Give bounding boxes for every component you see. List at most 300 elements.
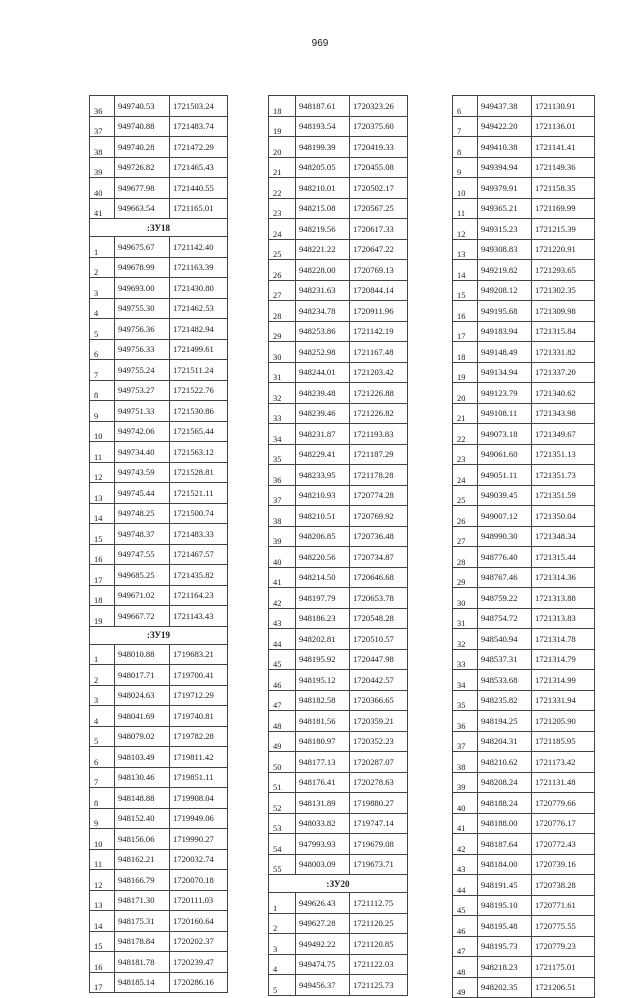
point-number: 39 xyxy=(90,157,115,178)
table-row xyxy=(90,198,228,219)
x-coordinate: 949667.72 xyxy=(115,606,170,627)
x-coordinate: 948205.05 xyxy=(296,157,350,178)
x-coordinate: 948231.87 xyxy=(296,424,350,445)
y-coordinate: 1721315.84 xyxy=(532,321,595,342)
coordinates-column-right xyxy=(452,95,595,998)
point-number: 18 xyxy=(90,585,115,606)
y-coordinate: 1719673.71 xyxy=(350,854,408,875)
x-coordinate: 948754.72 xyxy=(478,608,532,629)
point-number: 24 xyxy=(269,219,296,240)
table-row xyxy=(453,362,595,383)
y-coordinate: 1721340.62 xyxy=(532,383,595,404)
y-coordinate: 1720442.57 xyxy=(350,670,408,691)
table-row xyxy=(269,547,408,568)
y-coordinate: 1719712.29 xyxy=(170,685,228,706)
point-number: 49 xyxy=(269,731,296,752)
table-row xyxy=(90,360,228,381)
x-coordinate: 948185.14 xyxy=(115,972,170,993)
table-row xyxy=(453,670,595,691)
y-coordinate: 1721309.98 xyxy=(532,301,595,322)
table-row xyxy=(90,665,228,686)
x-coordinate: 949755.30 xyxy=(115,298,170,319)
x-coordinate: 949745.44 xyxy=(115,483,170,504)
x-coordinate: 949753.27 xyxy=(115,380,170,401)
y-coordinate: 1720738.28 xyxy=(532,875,595,896)
x-coordinate: 948221.22 xyxy=(296,239,350,260)
table-row xyxy=(269,96,408,117)
y-coordinate: 1720775.55 xyxy=(532,916,595,937)
table-row xyxy=(90,788,228,809)
point-number: 6 xyxy=(90,747,115,768)
x-coordinate: 948182.58 xyxy=(296,690,350,711)
x-coordinate: 948181.78 xyxy=(115,952,170,973)
point-number: 14 xyxy=(453,260,478,281)
point-number: 10 xyxy=(90,829,115,850)
table-row xyxy=(269,834,408,855)
table-row xyxy=(269,711,408,732)
point-number: 13 xyxy=(90,483,115,504)
x-coordinate: 948079.02 xyxy=(115,726,170,747)
point-number: 40 xyxy=(269,547,296,568)
point-number: 41 xyxy=(90,198,115,219)
x-coordinate: 948195.10 xyxy=(478,895,532,916)
table-row xyxy=(453,260,595,281)
y-coordinate: 1721120.85 xyxy=(350,934,408,955)
x-coordinate: 949456.37 xyxy=(296,975,350,996)
x-coordinate: 948239.46 xyxy=(296,403,350,424)
point-number: 4 xyxy=(90,298,115,319)
table-row xyxy=(453,649,595,670)
table-row xyxy=(453,465,595,486)
x-coordinate: 949663.54 xyxy=(115,198,170,219)
x-coordinate: 949123.79 xyxy=(478,383,532,404)
x-coordinate: 948234.78 xyxy=(296,301,350,322)
point-number: 33 xyxy=(269,403,296,424)
y-coordinate: 1719700.41 xyxy=(170,665,228,686)
point-number: 32 xyxy=(453,629,478,650)
x-coordinate: 948202.35 xyxy=(478,977,532,998)
point-number: 3 xyxy=(90,685,115,706)
x-coordinate: 948233.95 xyxy=(296,465,350,486)
x-coordinate: 949208.12 xyxy=(478,280,532,301)
table-row xyxy=(269,424,408,445)
y-coordinate: 1721185.95 xyxy=(532,731,595,752)
table-row xyxy=(90,606,228,627)
point-number: 37 xyxy=(269,485,296,506)
point-number: 2 xyxy=(90,665,115,686)
x-coordinate: 949394.94 xyxy=(478,157,532,178)
y-coordinate: 1721522.76 xyxy=(170,380,228,401)
table-row xyxy=(269,403,408,424)
x-coordinate: 948187.61 xyxy=(296,96,350,117)
y-coordinate: 1721435.82 xyxy=(170,565,228,586)
x-coordinate: 949678.99 xyxy=(115,257,170,278)
point-number: 55 xyxy=(269,854,296,875)
x-coordinate: 949051.11 xyxy=(478,465,532,486)
y-coordinate: 1721302.35 xyxy=(532,280,595,301)
table-row xyxy=(453,526,595,547)
y-coordinate: 1721122.03 xyxy=(350,954,408,975)
table-row xyxy=(90,278,228,299)
point-number: 39 xyxy=(269,526,296,547)
x-coordinate: 948156.06 xyxy=(115,829,170,850)
y-coordinate: 1721220.91 xyxy=(532,239,595,260)
section-title-row xyxy=(90,626,228,644)
y-coordinate: 1719990.27 xyxy=(170,829,228,850)
point-number: 2 xyxy=(90,257,115,278)
point-number: 30 xyxy=(453,588,478,609)
x-coordinate: 949379.91 xyxy=(478,178,532,199)
point-number: 43 xyxy=(453,854,478,875)
point-number: 17 xyxy=(90,565,115,586)
y-coordinate: 1721331.94 xyxy=(532,690,595,711)
point-number: 20 xyxy=(453,383,478,404)
x-coordinate: 948252.98 xyxy=(296,342,350,363)
x-coordinate: 949422.20 xyxy=(478,116,532,137)
y-coordinate: 1719679.08 xyxy=(350,834,408,855)
table-row xyxy=(90,442,228,463)
point-number: 5 xyxy=(90,319,115,340)
y-coordinate: 1720160.64 xyxy=(170,911,228,932)
y-coordinate: 1720769.13 xyxy=(350,260,408,281)
point-number: 5 xyxy=(269,975,296,996)
y-coordinate: 1721314.36 xyxy=(532,567,595,588)
y-coordinate: 1719747.14 xyxy=(350,813,408,834)
table-row xyxy=(269,731,408,752)
y-coordinate: 1721125.73 xyxy=(350,975,408,996)
y-coordinate: 1721149.36 xyxy=(532,157,595,178)
x-coordinate: 949677.98 xyxy=(115,178,170,199)
point-number: 33 xyxy=(453,649,478,670)
table-row xyxy=(269,219,408,240)
point-number: 14 xyxy=(90,911,115,932)
y-coordinate: 1720286.16 xyxy=(170,972,228,993)
point-number: 16 xyxy=(453,301,478,322)
y-coordinate: 1721467.57 xyxy=(170,544,228,565)
y-coordinate: 1720646.68 xyxy=(350,567,408,588)
y-coordinate: 1721203.42 xyxy=(350,362,408,383)
x-coordinate: 948188.00 xyxy=(478,813,532,834)
table-row xyxy=(453,137,595,158)
coordinate-table xyxy=(452,95,595,998)
x-coordinate: 948204.31 xyxy=(478,731,532,752)
x-coordinate: 948231.63 xyxy=(296,280,350,301)
coordinate-table xyxy=(268,95,408,996)
point-number: 51 xyxy=(269,772,296,793)
table-row xyxy=(90,767,228,788)
point-number: 32 xyxy=(269,383,296,404)
point-number: 40 xyxy=(90,178,115,199)
x-coordinate: 948194.25 xyxy=(478,711,532,732)
y-coordinate: 1721511.24 xyxy=(170,360,228,381)
x-coordinate: 948181.56 xyxy=(296,711,350,732)
x-coordinate: 948177.13 xyxy=(296,752,350,773)
table-row xyxy=(453,116,595,137)
y-coordinate: 1721314.78 xyxy=(532,629,595,650)
table-row xyxy=(90,849,228,870)
y-coordinate: 1720734.87 xyxy=(350,547,408,568)
table-row xyxy=(90,401,228,422)
point-number: 3 xyxy=(90,278,115,299)
section-title: :ЗУ20 xyxy=(269,875,408,893)
x-coordinate: 948210.51 xyxy=(296,506,350,527)
table-row xyxy=(453,424,595,445)
x-coordinate: 949039.45 xyxy=(478,485,532,506)
y-coordinate: 1719851.11 xyxy=(170,767,228,788)
table-row xyxy=(269,485,408,506)
y-coordinate: 1720032.74 xyxy=(170,849,228,870)
x-coordinate: 949748.25 xyxy=(115,503,170,524)
y-coordinate: 1721430.80 xyxy=(170,278,228,299)
x-coordinate: 949492.22 xyxy=(296,934,350,955)
x-coordinate: 949756.33 xyxy=(115,339,170,360)
table-row xyxy=(269,975,408,996)
y-coordinate: 1719782.28 xyxy=(170,726,228,747)
table-row xyxy=(453,178,595,199)
y-coordinate: 1721163.39 xyxy=(170,257,228,278)
table-row xyxy=(90,585,228,606)
point-number: 35 xyxy=(453,690,478,711)
y-coordinate: 1720774.28 xyxy=(350,485,408,506)
x-coordinate: 948776.40 xyxy=(478,547,532,568)
x-coordinate: 949195.68 xyxy=(478,301,532,322)
table-row xyxy=(453,834,595,855)
point-number: 41 xyxy=(453,813,478,834)
point-number: 29 xyxy=(269,321,296,342)
section-title-row xyxy=(90,219,228,237)
x-coordinate: 948210.01 xyxy=(296,178,350,199)
point-number: 28 xyxy=(269,301,296,322)
x-coordinate: 948239.48 xyxy=(296,383,350,404)
y-coordinate: 1721130.91 xyxy=(532,96,595,117)
x-coordinate: 949437.38 xyxy=(478,96,532,117)
table-row xyxy=(453,731,595,752)
x-coordinate: 948199.39 xyxy=(296,137,350,158)
point-number: 10 xyxy=(90,421,115,442)
table-row xyxy=(269,137,408,158)
page-number: 969 xyxy=(311,38,329,49)
x-coordinate: 949743.59 xyxy=(115,462,170,483)
table-row xyxy=(453,239,595,260)
point-number: 40 xyxy=(453,793,478,814)
y-coordinate: 1721500.74 xyxy=(170,503,228,524)
x-coordinate: 949756.36 xyxy=(115,319,170,340)
table-row xyxy=(269,649,408,670)
table-row xyxy=(90,237,228,258)
point-number: 22 xyxy=(269,178,296,199)
y-coordinate: 1721165.01 xyxy=(170,198,228,219)
y-coordinate: 1720647.22 xyxy=(350,239,408,260)
table-row xyxy=(453,403,595,424)
x-coordinate: 948202.81 xyxy=(296,629,350,650)
table-row xyxy=(453,157,595,178)
x-coordinate: 948180.97 xyxy=(296,731,350,752)
point-number: 23 xyxy=(453,444,478,465)
table-row xyxy=(269,239,408,260)
point-number: 37 xyxy=(453,731,478,752)
table-row xyxy=(90,829,228,850)
table-row xyxy=(453,588,595,609)
x-coordinate: 949742.06 xyxy=(115,421,170,442)
y-coordinate: 1720779.23 xyxy=(532,936,595,957)
section-title: :ЗУ19 xyxy=(90,626,228,644)
table-row xyxy=(90,706,228,727)
point-number: 38 xyxy=(453,752,478,773)
table-row xyxy=(269,690,408,711)
y-coordinate: 1721472.29 xyxy=(170,137,228,158)
coordinate-table xyxy=(89,95,228,993)
y-coordinate: 1720771.61 xyxy=(532,895,595,916)
x-coordinate: 948214.50 xyxy=(296,567,350,588)
point-number: 8 xyxy=(453,137,478,158)
x-coordinate: 949748.37 xyxy=(115,524,170,545)
table-row xyxy=(269,157,408,178)
point-number: 46 xyxy=(269,670,296,691)
x-coordinate: 948210.93 xyxy=(296,485,350,506)
table-row xyxy=(453,301,595,322)
y-coordinate: 1721120.25 xyxy=(350,913,408,934)
y-coordinate: 1721343.98 xyxy=(532,403,595,424)
point-number: 38 xyxy=(90,137,115,158)
y-coordinate: 1720567.25 xyxy=(350,198,408,219)
y-coordinate: 1719811.42 xyxy=(170,747,228,768)
y-coordinate: 1721167.48 xyxy=(350,342,408,363)
table-row xyxy=(269,280,408,301)
x-coordinate: 948033.82 xyxy=(296,813,350,834)
y-coordinate: 1721215.39 xyxy=(532,219,595,240)
x-coordinate: 948228.00 xyxy=(296,260,350,281)
y-coordinate: 1720323.26 xyxy=(350,96,408,117)
table-row xyxy=(453,485,595,506)
y-coordinate: 1721143.43 xyxy=(170,606,228,627)
x-coordinate: 948017.71 xyxy=(115,665,170,686)
point-number: 12 xyxy=(453,219,478,240)
point-number: 3 xyxy=(269,934,296,955)
table-row xyxy=(90,380,228,401)
y-coordinate: 1721483.33 xyxy=(170,524,228,545)
table-row xyxy=(90,952,228,973)
section-title: :ЗУ18 xyxy=(90,219,228,237)
y-coordinate: 1721499.61 xyxy=(170,339,228,360)
x-coordinate: 948186.23 xyxy=(296,608,350,629)
x-coordinate: 948210.62 xyxy=(478,752,532,773)
y-coordinate: 1721351.73 xyxy=(532,465,595,486)
point-number: 43 xyxy=(269,608,296,629)
x-coordinate: 949410.38 xyxy=(478,137,532,158)
point-number: 31 xyxy=(453,608,478,629)
x-coordinate: 948184.00 xyxy=(478,854,532,875)
table-row xyxy=(269,198,408,219)
y-coordinate: 1720844.14 xyxy=(350,280,408,301)
point-number: 53 xyxy=(269,813,296,834)
y-coordinate: 1721175.01 xyxy=(532,957,595,978)
point-number: 26 xyxy=(453,506,478,527)
table-row xyxy=(269,526,408,547)
y-coordinate: 1721142.19 xyxy=(350,321,408,342)
point-number: 8 xyxy=(90,788,115,809)
y-coordinate: 1721169.99 xyxy=(532,198,595,219)
x-coordinate: 948537.31 xyxy=(478,649,532,670)
x-coordinate: 948024.63 xyxy=(115,685,170,706)
x-coordinate: 948235.82 xyxy=(478,690,532,711)
x-coordinate: 948171.30 xyxy=(115,890,170,911)
point-number: 31 xyxy=(269,362,296,383)
table-row xyxy=(269,913,408,934)
point-number: 34 xyxy=(269,424,296,445)
point-number: 7 xyxy=(453,116,478,137)
x-coordinate: 949685.25 xyxy=(115,565,170,586)
x-coordinate: 948253.86 xyxy=(296,321,350,342)
point-number: 48 xyxy=(269,711,296,732)
table-row xyxy=(269,772,408,793)
point-number: 11 xyxy=(453,198,478,219)
x-coordinate: 948176.41 xyxy=(296,772,350,793)
x-coordinate: 949626.43 xyxy=(296,893,350,914)
table-row xyxy=(453,444,595,465)
point-number: 42 xyxy=(453,834,478,855)
x-coordinate: 949134.94 xyxy=(478,362,532,383)
x-coordinate: 949740.88 xyxy=(115,116,170,137)
y-coordinate: 1721314.79 xyxy=(532,649,595,670)
y-coordinate: 1721187.29 xyxy=(350,444,408,465)
section-title-row xyxy=(269,875,408,893)
table-row xyxy=(90,972,228,993)
point-number: 1 xyxy=(269,893,296,914)
point-number: 22 xyxy=(453,424,478,445)
x-coordinate: 948010.88 xyxy=(115,644,170,665)
x-coordinate: 948152.40 xyxy=(115,808,170,829)
point-number: 27 xyxy=(453,526,478,547)
x-coordinate: 949755.24 xyxy=(115,360,170,381)
table-row xyxy=(269,342,408,363)
y-coordinate: 1721315.44 xyxy=(532,547,595,568)
y-coordinate: 1721158.35 xyxy=(532,178,595,199)
table-row xyxy=(269,321,408,342)
point-number: 36 xyxy=(453,711,478,732)
y-coordinate: 1721331.82 xyxy=(532,342,595,363)
point-number: 10 xyxy=(453,178,478,199)
table-row xyxy=(453,506,595,527)
y-coordinate: 1720739.16 xyxy=(532,854,595,875)
coordinates-column-middle xyxy=(268,95,408,996)
y-coordinate: 1720070.18 xyxy=(170,870,228,891)
y-coordinate: 1720502.17 xyxy=(350,178,408,199)
x-coordinate: 948215.08 xyxy=(296,198,350,219)
x-coordinate: 948193.54 xyxy=(296,116,350,137)
x-coordinate: 948206.85 xyxy=(296,526,350,547)
table-row xyxy=(269,506,408,527)
point-number: 19 xyxy=(453,362,478,383)
x-coordinate: 948187.64 xyxy=(478,834,532,855)
y-coordinate: 1720769.92 xyxy=(350,506,408,527)
x-coordinate: 948219.56 xyxy=(296,219,350,240)
table-row xyxy=(90,96,228,117)
table-row xyxy=(90,808,228,829)
point-number: 37 xyxy=(90,116,115,137)
table-row xyxy=(453,383,595,404)
table-row xyxy=(453,895,595,916)
x-coordinate: 949061.60 xyxy=(478,444,532,465)
y-coordinate: 1720287.07 xyxy=(350,752,408,773)
y-coordinate: 1721530.86 xyxy=(170,401,228,422)
y-coordinate: 1720510.57 xyxy=(350,629,408,650)
x-coordinate: 948188.24 xyxy=(478,793,532,814)
x-coordinate: 949734.40 xyxy=(115,442,170,463)
x-coordinate: 948990.30 xyxy=(478,526,532,547)
point-number: 34 xyxy=(453,670,478,691)
table-row xyxy=(269,383,408,404)
point-number: 14 xyxy=(90,503,115,524)
